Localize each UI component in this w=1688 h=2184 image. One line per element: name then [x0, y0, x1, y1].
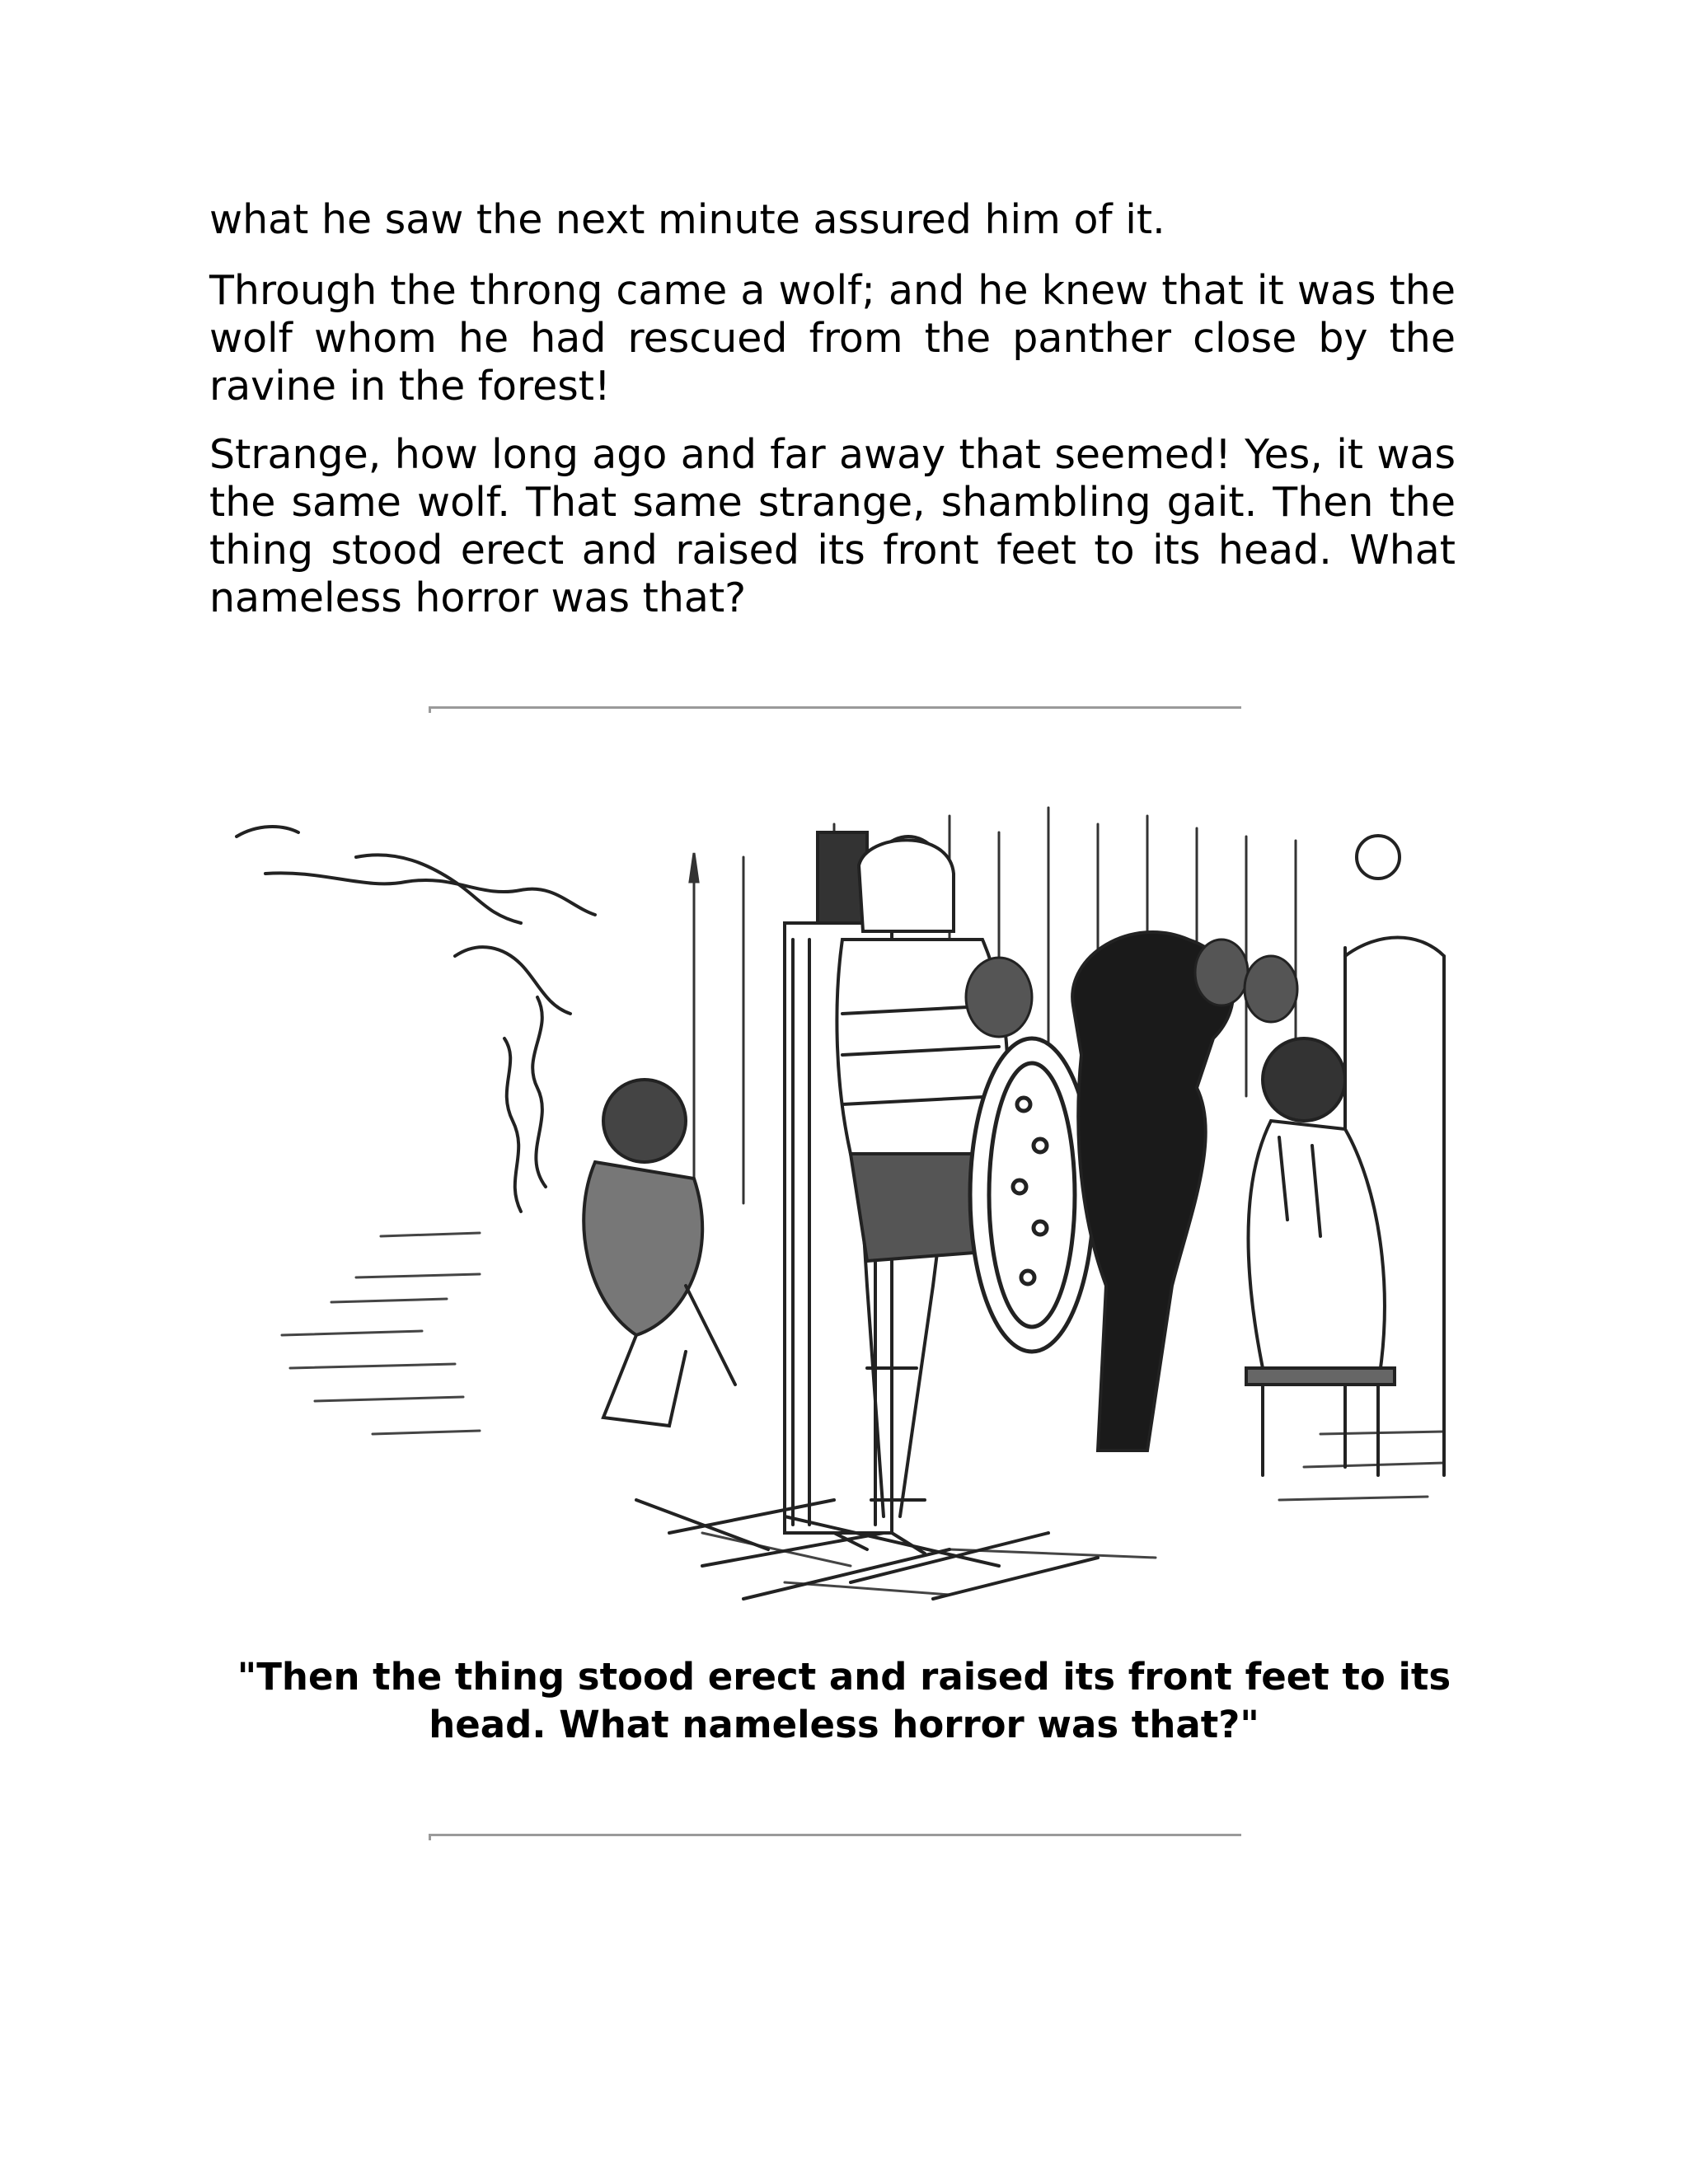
paragraph-1: what he saw the next minute assured him of it. — [209, 196, 1165, 243]
illustration-caption: "Then the thing stood erect and raised its front feet to its head. What nameless horror was that?" — [237, 1655, 1451, 1746]
paragraph-3: Strange, how long ago and far away that seemed! Yes, it was the same wolf. That same strange, shambling gait. Then the thing stood erect and raised its front feet to its head. What nameless horror was that? — [209, 431, 1456, 621]
smoke — [237, 827, 595, 1212]
divider-top — [429, 706, 1241, 709]
seated-chief — [1246, 836, 1444, 1475]
kneeling-figure — [584, 1080, 735, 1426]
wolf-creature — [1072, 932, 1233, 1451]
divider-bottom — [429, 1834, 1241, 1836]
shield — [970, 1038, 1094, 1352]
illustration — [208, 791, 1461, 1628]
paragraph-2: Through the throng came a wolf; and he knew that it was the wolf whom he had rescued from the panther close by the ravine in the forest! — [209, 267, 1456, 410]
